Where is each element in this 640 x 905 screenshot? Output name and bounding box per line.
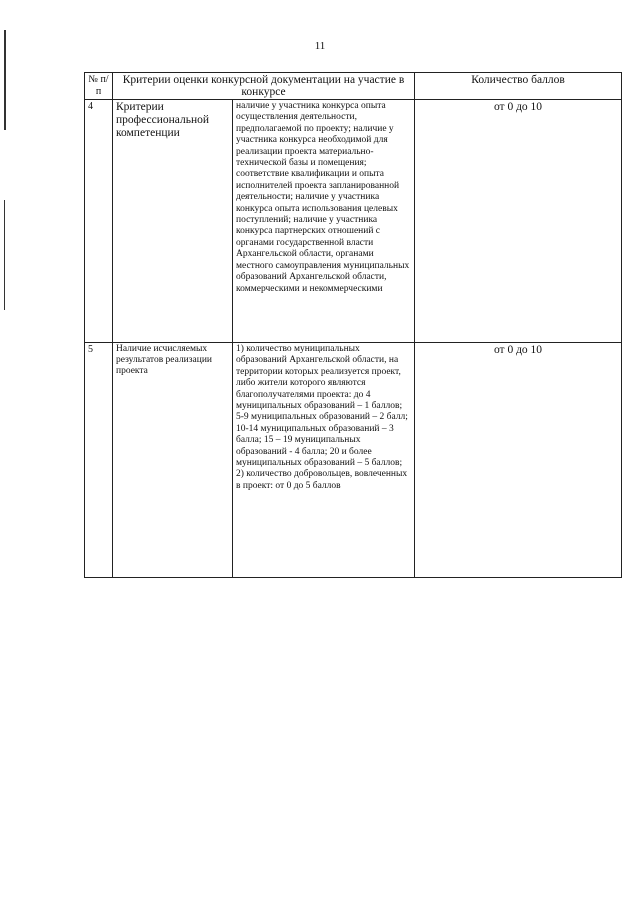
page-number: 11 — [314, 40, 326, 52]
header-number: № п/п — [85, 73, 113, 100]
table-header-row — [85, 73, 622, 100]
criterion-name: Наличие исчисляемых результатов реализации проекта — [113, 343, 233, 578]
criterion-description: 1) количество муниципальных образований Архангельской области, на территории которых реализуется проект, либо жители которого являются благополучателями проекта: до 4 муниципальных образований – 1 баллов; 5-9 муниципальных образований – 2 балл; 10-14 муниципальных образований – 3 балла; 15 – 19 муниципальных образований - 4 балла; 20 и более муниципальных образований – 5 баллов; 2) количество добровольцев, вовлеченных в проект: от 0 до 5 баллов — [233, 343, 415, 578]
scan-edge-mark — [4, 30, 6, 130]
row-number: 4 — [85, 100, 113, 343]
criterion-description: наличие у участника конкурса опыта осуществления деятельности, предполагаемой по проекту; наличие у участника конкурса необходимой для реализации проекта материально-технической базы и помещения; соответствие квалификации и опыта исполнителей проекта запланированной деятельности; наличие у участника конкурса опыта использования целевых поступлений; наличие у участника конкурса партнерских отношений с органами государственной власти Архангельской области, органами местного самоуправления муниципальных образований Архангельской области, коммерческими и некоммерческими — [233, 100, 415, 343]
header-points: Количество баллов — [415, 73, 622, 100]
table-row — [85, 343, 622, 578]
scan-edge-mark — [4, 200, 5, 310]
criteria-table — [84, 72, 622, 578]
header-criteria: Критерии оценки конкурсной документации на участие в конкурсе — [113, 73, 415, 100]
row-number: 5 — [85, 343, 113, 578]
criterion-score: от 0 до 10 — [415, 343, 622, 578]
table-row — [85, 100, 622, 343]
criterion-score: от 0 до 10 — [415, 100, 622, 343]
criterion-name: Критерии профессиональной компетенции — [113, 100, 233, 343]
